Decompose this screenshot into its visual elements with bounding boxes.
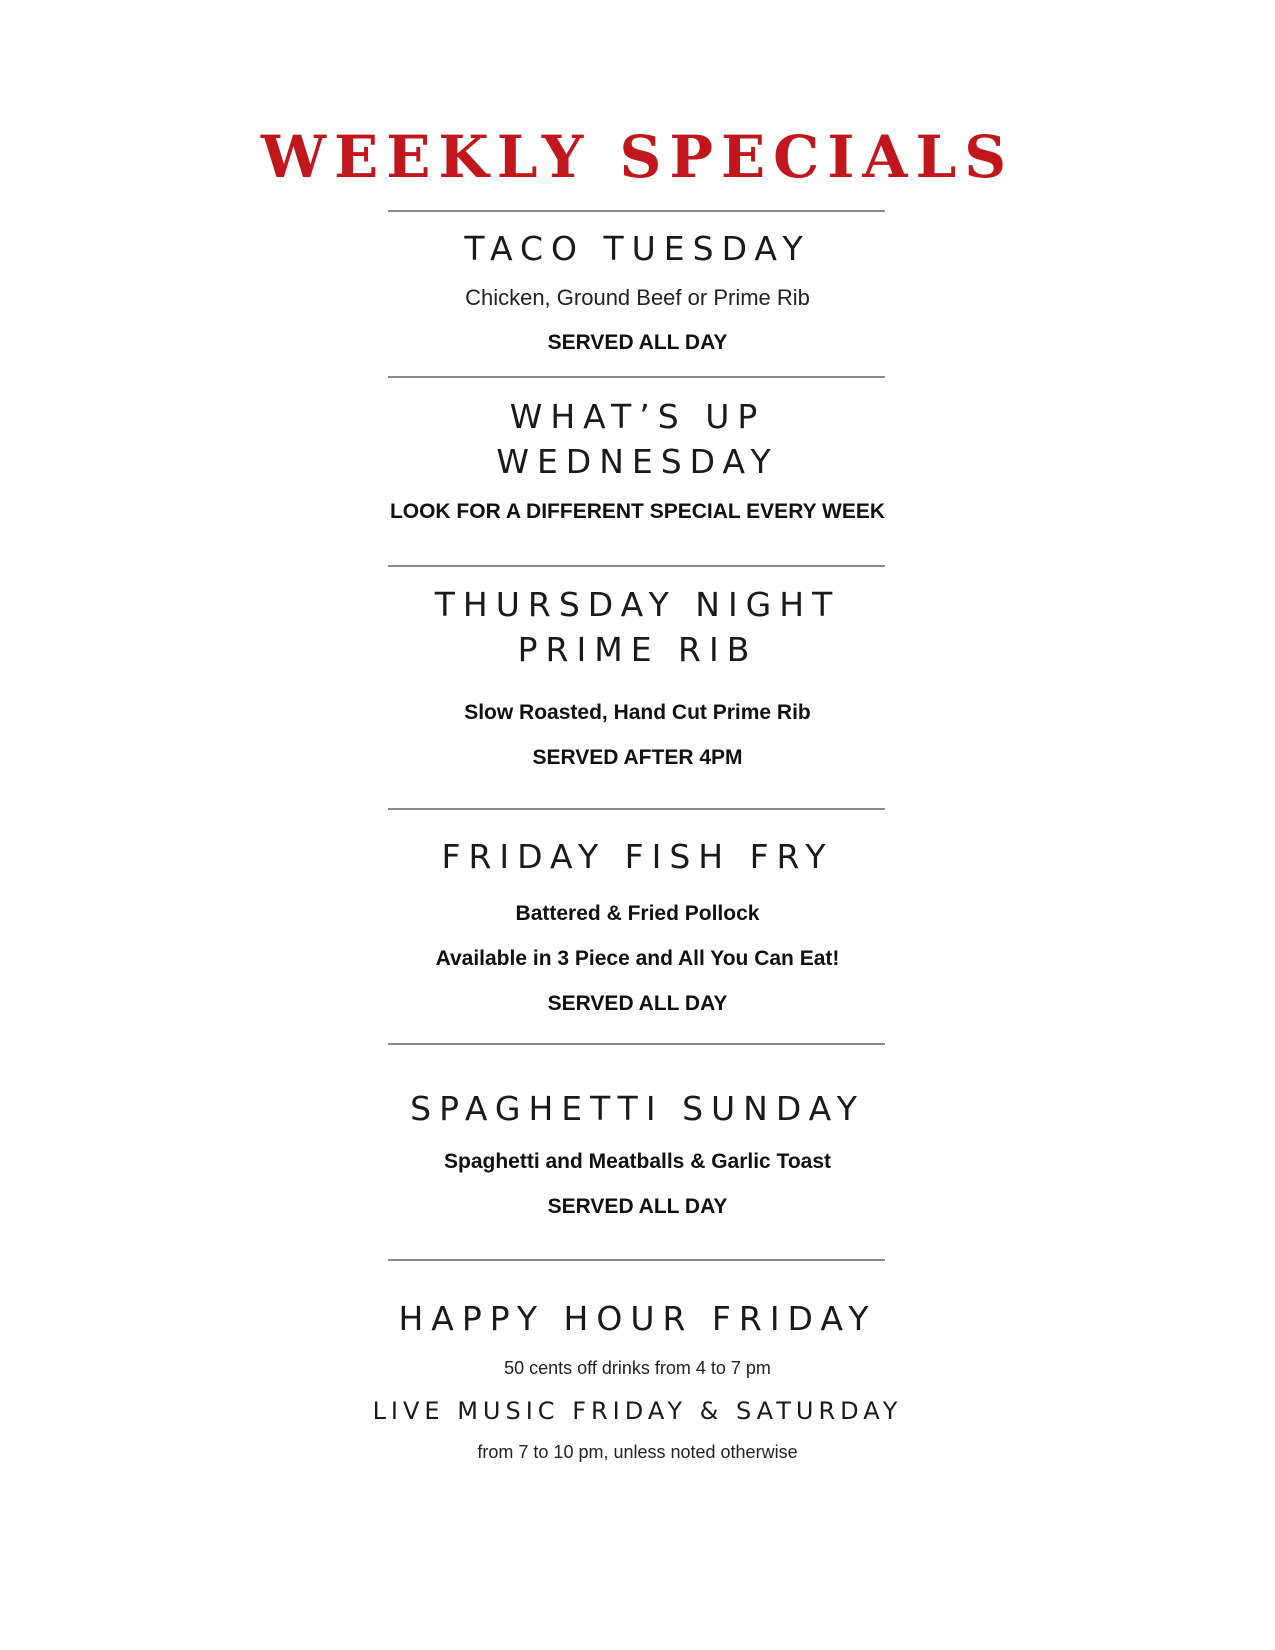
- whats-up-wednesday-note: LOOK FOR A DIFFERENT SPECIAL EVERY WEEK: [389, 500, 886, 523]
- page-title: WEEKLY SPECIALS: [260, 123, 1015, 191]
- divider: [388, 210, 885, 212]
- friday-fish-fry-heading: FRIDAY FISH FRY: [441, 837, 834, 876]
- divider: [388, 808, 885, 810]
- whats-up-wednesday-heading-line-1: WHAT’S UP: [509, 397, 766, 436]
- taco-tuesday-description: Chicken, Ground Beef or Prime Rib: [465, 285, 810, 310]
- happy-hour-description: 50 cents off drinks from 4 to 7 pm: [504, 1358, 771, 1378]
- spaghetti-sunday-heading: SPAGHETTI SUNDAY: [410, 1089, 865, 1128]
- taco-tuesday-heading: TACO TUESDAY: [464, 229, 811, 268]
- whats-up-wednesday-heading-line-2: WEDNESDAY: [496, 442, 779, 481]
- spaghetti-sunday-served: SERVED ALL DAY: [547, 1195, 728, 1218]
- friday-fish-fry-description: Battered & Fried Pollock: [515, 902, 760, 925]
- divider: [388, 1043, 885, 1045]
- thursday-prime-rib-description: Slow Roasted, Hand Cut Prime Rib: [464, 701, 811, 724]
- taco-tuesday-served: SERVED ALL DAY: [547, 331, 728, 354]
- friday-fish-fry-options: Available in 3 Piece and All You Can Eat!: [435, 947, 840, 970]
- divider: [388, 565, 885, 567]
- divider: [388, 1259, 885, 1261]
- friday-fish-fry-served: SERVED ALL DAY: [547, 992, 728, 1015]
- happy-hour-heading: HAPPY HOUR FRIDAY: [398, 1299, 877, 1338]
- spaghetti-sunday-description: Spaghetti and Meatballs & Garlic Toast: [443, 1150, 832, 1173]
- live-music-description: from 7 to 10 pm, unless noted otherwise: [477, 1442, 798, 1462]
- thursday-prime-rib-served: SERVED AFTER 4PM: [532, 746, 743, 769]
- thursday-prime-rib-heading-line-2: PRIME RIB: [517, 630, 758, 669]
- live-music-heading: LIVE MUSIC FRIDAY & SATURDAY: [372, 1397, 903, 1425]
- divider: [388, 376, 885, 378]
- thursday-prime-rib-heading-line-1: THURSDAY NIGHT: [434, 585, 841, 624]
